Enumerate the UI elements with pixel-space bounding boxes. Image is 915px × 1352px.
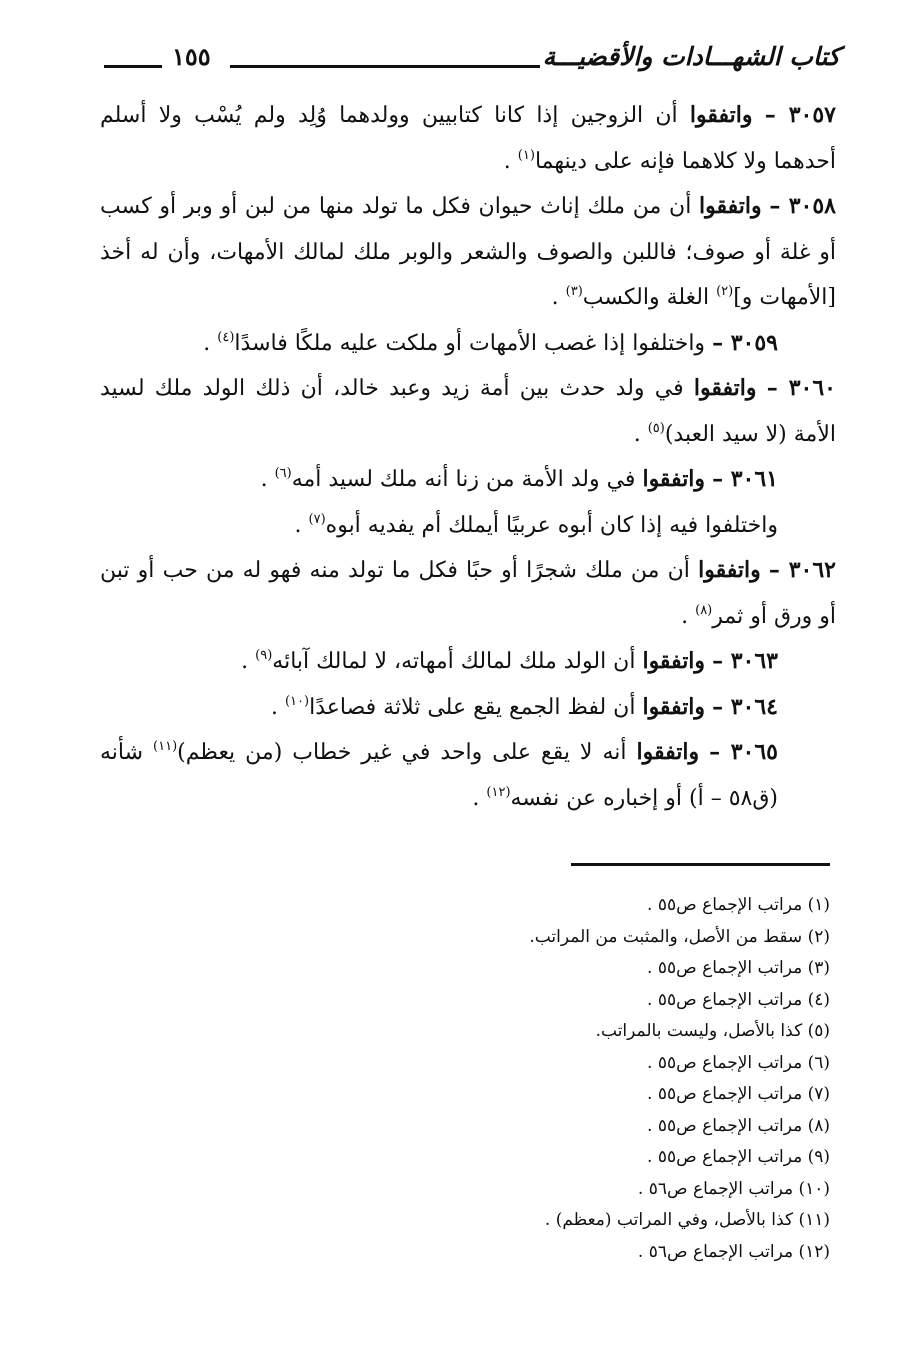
- footnote-item: (١١) كذا بالأصل، وفي المراتب (معظم) .: [544, 1210, 830, 1230]
- footnote-ref: (٣): [565, 284, 583, 299]
- footnotes-list: [410, 890, 830, 1268]
- paragraph-3065: ٣٠٦٥ – واتفقوا أنه لا يقع على واحد في غير خطاب (من يعظم)$^{(١١)}$ شأنه (ق٥٨ – أ) أو إخباره عن نفسه$^{(١٢)}$ .: [100, 739, 778, 811]
- paragraph-3057: ٣٠٥٧ – واتفقوا أن الزوجين إذا كانا كتابيين وولدهما وُلِد ولم يُسْب ولا أسلم أحدهما ولا كلاهما فإنه على دينهما$^{(١)}$ .: [100, 102, 836, 174]
- header-rule-short: [104, 65, 162, 68]
- footnote-item: (٤) مراتب الإجماع ص٥٥ .: [647, 989, 830, 1010]
- footnote-ref: (٨): [695, 602, 713, 618]
- footnote-item: (١) مراتب الإجماع ص٥٥ .: [647, 895, 830, 915]
- paragraph-3064: ٣٠٦٤ – واتفقوا أن لفظ الجمع يقع على ثلاثة فصاعدًا$^{(١٠)}$ .: [270, 693, 778, 720]
- footnote-item: (٦) مراتب الإجماع ص٥٥ .: [647, 1052, 830, 1073]
- paragraph-3059: ٣٠٥٩ – واختلفوا إذا غصب الأمهات أو ملكت عليه ملكًا فاسدًا$^{(٤)}$ .: [203, 329, 778, 356]
- paragraph-3061-continued: واختلفوا فيه إذا كان أبوه عربيًا أيملك أم يفديه أبوه$^{(٧)}$ .: [294, 511, 778, 538]
- footnote-item: (٩) مراتب الإجماع ص٥٥ .: [647, 1147, 830, 1167]
- header-rule: [230, 65, 540, 68]
- paragraph-3058: ٣٠٥٨ – واتفقوا أن من ملك إناث حيوان فكل ما تولد منها من لبن أو وبر أو كسب أو غلة أو صوف؛ فاللبن والصوف والشعر والوبر ملك لمالك الأمهات، وأن له أخذ [الأمهات و]$^{(٢)}$ الغلة والكسب$^{(٣)}$ .: [100, 193, 836, 310]
- footnote-ref: (٦): [274, 466, 292, 481]
- footnote-item: (١٠) مراتب الإجماع ص٥٦ .: [637, 1178, 830, 1199]
- footnote-item: (٢) سقط من الأصل، والمثبت من المراتب.: [529, 926, 830, 947]
- footnote-ref: (١١): [153, 739, 178, 754]
- footnote-item: (٧) مراتب الإجماع ص٥٥ .: [647, 1084, 830, 1104]
- footnote-ref: (٧): [308, 511, 326, 527]
- main-text: [100, 93, 836, 821]
- footnote-ref: (٢): [716, 284, 734, 299]
- footnote-item: (٣) مراتب الإجماع ص٥٥ .: [647, 958, 830, 978]
- page-header: [100, 38, 840, 82]
- page-number: ١٥٥: [172, 42, 211, 71]
- paragraph-3063: ٣٠٦٣ – واتفقوا أن الولد ملك لمالك أمهاته، لا لمالك آبائه$^{(٩)}$ .: [241, 648, 778, 674]
- footnote-ref: (١): [517, 147, 535, 163]
- footnote-ref: (٤): [217, 329, 235, 345]
- paragraph-3062: ٣٠٦٢ – واتفقوا أن من ملك شجرًا أو حبًا فكل ما تولد منه فهو له من حب أو تبن أو ورق أو ثمر$^{(٨)}$ .: [100, 557, 836, 629]
- footnote-ref: (٥): [647, 420, 665, 436]
- footnote-item: (١٢) مراتب الإجماع ص٥٦ .: [637, 1241, 830, 1262]
- footnote-item: (٨) مراتب الإجماع ص٥٥ .: [647, 1115, 830, 1136]
- footnote-ref: (١٢): [486, 784, 511, 800]
- paragraph-3060: ٣٠٦٠ – واتفقوا في ولد حدث بين أمة زيد وعبد خالد، أن ذلك الولد ملك لسيد الأمة (لا سيد العبد)$^{(٥)}$ .: [100, 375, 836, 447]
- running-title: كتاب الشهـــادات والأقضيـــة: [542, 42, 840, 71]
- footnote-ref: (١٠): [284, 693, 310, 709]
- paragraph-3061: ٣٠٦١ – واتفقوا في ولد الأمة من زنا أنه ملك لسيد أمه$^{(٦)}$ .: [260, 466, 778, 492]
- footnote-ref: (٩): [255, 648, 273, 663]
- footnote-separator: [571, 863, 830, 866]
- footnote-item: (٥) كذا بالأصل، وليست بالمراتب.: [595, 1021, 830, 1041]
